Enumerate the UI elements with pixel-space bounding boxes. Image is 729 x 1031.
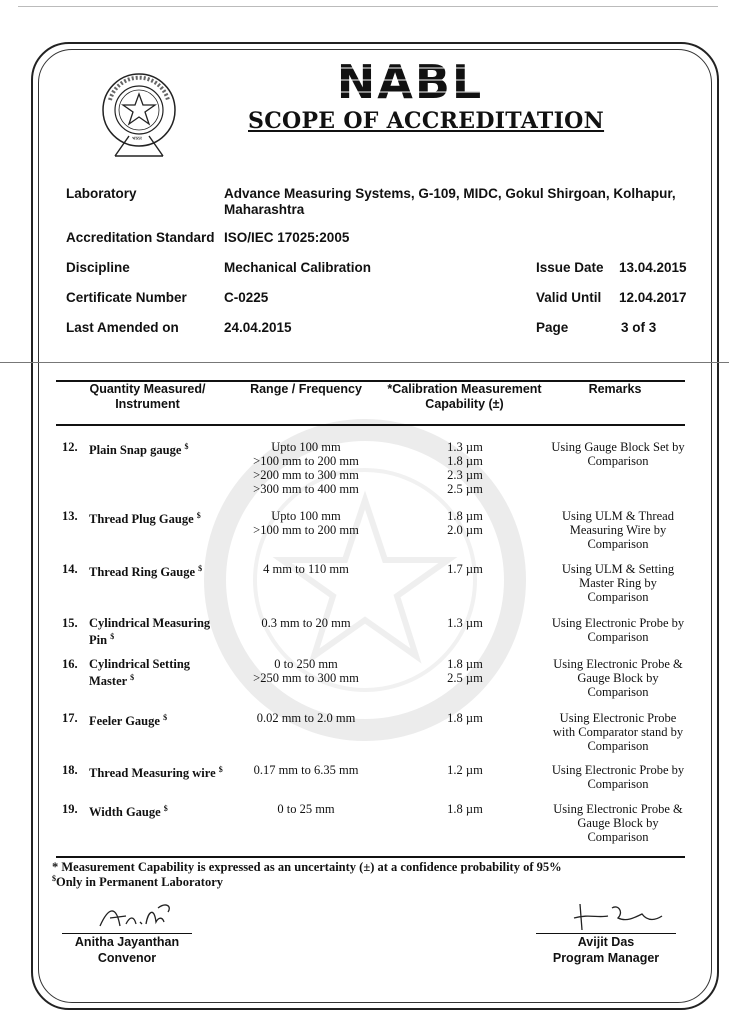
permanent-lab-mark: $ <box>198 564 203 573</box>
row-instrument <box>89 802 224 819</box>
range-value: >100 mm to 200 mm <box>253 523 359 537</box>
instrument-name: Feeler Gauge <box>89 714 160 729</box>
row-number: 12. <box>62 440 78 454</box>
left-signature <box>96 896 186 936</box>
permanent-lab-mark: $ <box>184 442 189 451</box>
capability-value: 1.8 µm <box>447 657 483 671</box>
row-instrument <box>89 657 224 688</box>
emblem-bottom-text: भारत <box>132 136 142 142</box>
nabl-logo <box>328 56 493 104</box>
laboratory-label: Laboratory <box>66 186 137 201</box>
row-instrument <box>89 509 224 526</box>
standard-label: Accreditation Standard <box>66 230 215 245</box>
left-signatory-name: Anitha Jayanthan <box>74 935 180 949</box>
row-capability <box>420 562 510 576</box>
range-value: 0.02 mm to 2.0 mm <box>256 711 356 725</box>
row-number: 15. <box>62 616 78 630</box>
row-range <box>236 616 376 630</box>
row-range <box>236 802 376 816</box>
page-label: Page <box>536 320 569 335</box>
instrument-name: Plain Snap gauge <box>89 443 182 458</box>
left-signatory <box>62 934 192 966</box>
permanent-lab-mark: $ <box>130 673 135 682</box>
row-range <box>236 562 376 576</box>
instrument-name: Thread Ring Gauge <box>89 565 196 580</box>
range-value: 0.3 mm to 20 mm <box>261 616 351 630</box>
row-capability <box>420 657 510 685</box>
instrument-name: Thread Plug Gauge <box>89 512 194 527</box>
capability-value: 1.8 µm <box>447 802 483 816</box>
row-remarks: Using Electronic Probe by Comparison <box>551 616 685 644</box>
valid-until-label: Valid Until <box>536 290 602 305</box>
range-value: Upto 100 mm <box>271 509 341 523</box>
header-capability: *Calibration Measurement Capability (±) <box>387 382 542 411</box>
range-value: >100 mm to 200 mm <box>253 454 359 468</box>
capability-footnote: * Measurement Capability is expressed as an uncertainty (±) at a confidence probability of 95% <box>52 860 562 874</box>
range-value: >250 mm to 300 mm <box>253 671 359 685</box>
range-value: 0 to 250 mm <box>274 657 338 671</box>
row-capability <box>420 711 510 725</box>
row-capability <box>420 440 510 496</box>
left-signatory-role: Convenor <box>97 951 157 965</box>
range-value: 0.17 mm to 6.35 mm <box>253 763 359 777</box>
instrument-name: Thread Measuring wire <box>89 766 216 781</box>
row-range <box>236 440 376 496</box>
discipline-value: Mechanical Calibration <box>224 260 372 275</box>
capability-value: 1.2 µm <box>447 763 483 777</box>
row-capability <box>420 763 510 777</box>
row-remarks: Using ULM & Thread Measuring Wire by Comparison <box>562 509 674 551</box>
row-number: 14. <box>62 562 78 576</box>
row-number: 19. <box>62 802 78 816</box>
permanent-lab-mark: $ <box>110 632 115 641</box>
nabl-emblem-icon <box>85 70 193 162</box>
instrument-name: Cylindrical Setting Master <box>89 657 191 689</box>
capability-value: 2.3 µm <box>447 468 483 482</box>
row-number: 13. <box>62 509 78 523</box>
permanent-footnote <box>52 874 223 890</box>
row-number: 18. <box>62 763 78 777</box>
permanent-mark: $ <box>52 874 56 883</box>
logo-text: NABL <box>336 56 484 104</box>
row-instrument <box>89 711 224 728</box>
capability-value: 1.8 µm <box>447 454 483 468</box>
row-remarks: Using Electronic Probe & Gauge Block by Comparison <box>553 802 683 844</box>
capability-value: 2.5 µm <box>447 482 483 496</box>
table-bottom-rule <box>56 856 685 858</box>
row-remarks: Using ULM & Setting Master Ring by Comparison <box>561 562 675 604</box>
amended-value: 24.04.2015 <box>224 320 292 335</box>
row-number: 17. <box>62 711 78 725</box>
row-range <box>236 657 376 685</box>
row-remarks: Using Electronic Probe by Comparison <box>551 763 685 791</box>
laboratory-value: Advance Measuring Systems, G-109, MIDC, Gokul Shirgoan, Kolhapur, Maharashtra <box>224 186 676 217</box>
right-signature <box>568 896 668 936</box>
range-value: >200 mm to 300 mm <box>253 468 359 482</box>
row-range <box>236 509 376 537</box>
capability-value: 1.3 µm <box>447 616 483 630</box>
valid-until-value: 12.04.2017 <box>619 290 687 305</box>
capability-value: 2.0 µm <box>447 523 483 537</box>
header-quantity: Quantity Measured/ Instrument <box>89 382 206 411</box>
row-range <box>236 711 376 725</box>
certificate-label: Certificate Number <box>66 290 187 305</box>
right-signatory <box>536 934 676 966</box>
row-instrument <box>89 616 224 647</box>
certificate-value: C-0225 <box>224 290 269 305</box>
range-value: 4 mm to 110 mm <box>263 562 349 576</box>
issue-date-value: 13.04.2015 <box>619 260 687 275</box>
instrument-name: Width Gauge <box>89 805 161 820</box>
instrument-name: Cylindrical Measuring Pin <box>89 616 211 648</box>
capability-value: 1.8 µm <box>447 509 483 523</box>
permanent-lab-mark: $ <box>196 511 201 520</box>
capability-value: 1.3 µm <box>447 440 483 454</box>
row-capability <box>420 616 510 630</box>
scan-rule <box>0 362 729 363</box>
issue-date-label: Issue Date <box>536 260 604 275</box>
table-header-rule <box>56 424 685 426</box>
capability-value: 1.7 µm <box>447 562 483 576</box>
permanent-lab-mark: $ <box>218 765 223 774</box>
capability-value: 1.8 µm <box>447 711 483 725</box>
permanent-lab-mark: $ <box>163 713 168 722</box>
row-capability <box>420 802 510 816</box>
document-title: SCOPE OF ACCREDITATION <box>248 108 605 134</box>
permanent-note: Only in Permanent Laboratory <box>56 875 224 890</box>
header-range: Range / Frequency <box>250 382 362 396</box>
capability-value: 2.5 µm <box>447 671 483 685</box>
row-remarks: Using Electronic Probe with Comparator stand by Comparison <box>552 711 684 753</box>
top-rule <box>18 6 718 7</box>
page-value: 3 of 3 <box>621 320 657 335</box>
standard-value: ISO/IEC 17025:2005 <box>224 230 350 245</box>
row-instrument <box>89 440 224 457</box>
permanent-lab-mark: $ <box>163 804 168 813</box>
row-instrument <box>89 763 224 780</box>
row-capability <box>420 509 510 537</box>
range-value: >300 mm to 400 mm <box>253 482 359 496</box>
range-value: 0 to 25 mm <box>277 802 335 816</box>
amended-label: Last Amended on <box>66 320 179 335</box>
right-signatory-role: Program Manager <box>552 951 660 965</box>
row-number: 16. <box>62 657 78 671</box>
row-instrument <box>89 562 224 579</box>
row-remarks: Using Electronic Probe & Gauge Block by Comparison <box>553 657 683 699</box>
row-range <box>236 763 376 777</box>
right-signatory-name: Avijit Das <box>577 935 635 949</box>
range-value: Upto 100 mm <box>271 440 341 454</box>
row-remarks: Using Gauge Block Set by Comparison <box>551 440 685 468</box>
discipline-label: Discipline <box>66 260 130 275</box>
header-remarks: Remarks <box>588 382 642 396</box>
